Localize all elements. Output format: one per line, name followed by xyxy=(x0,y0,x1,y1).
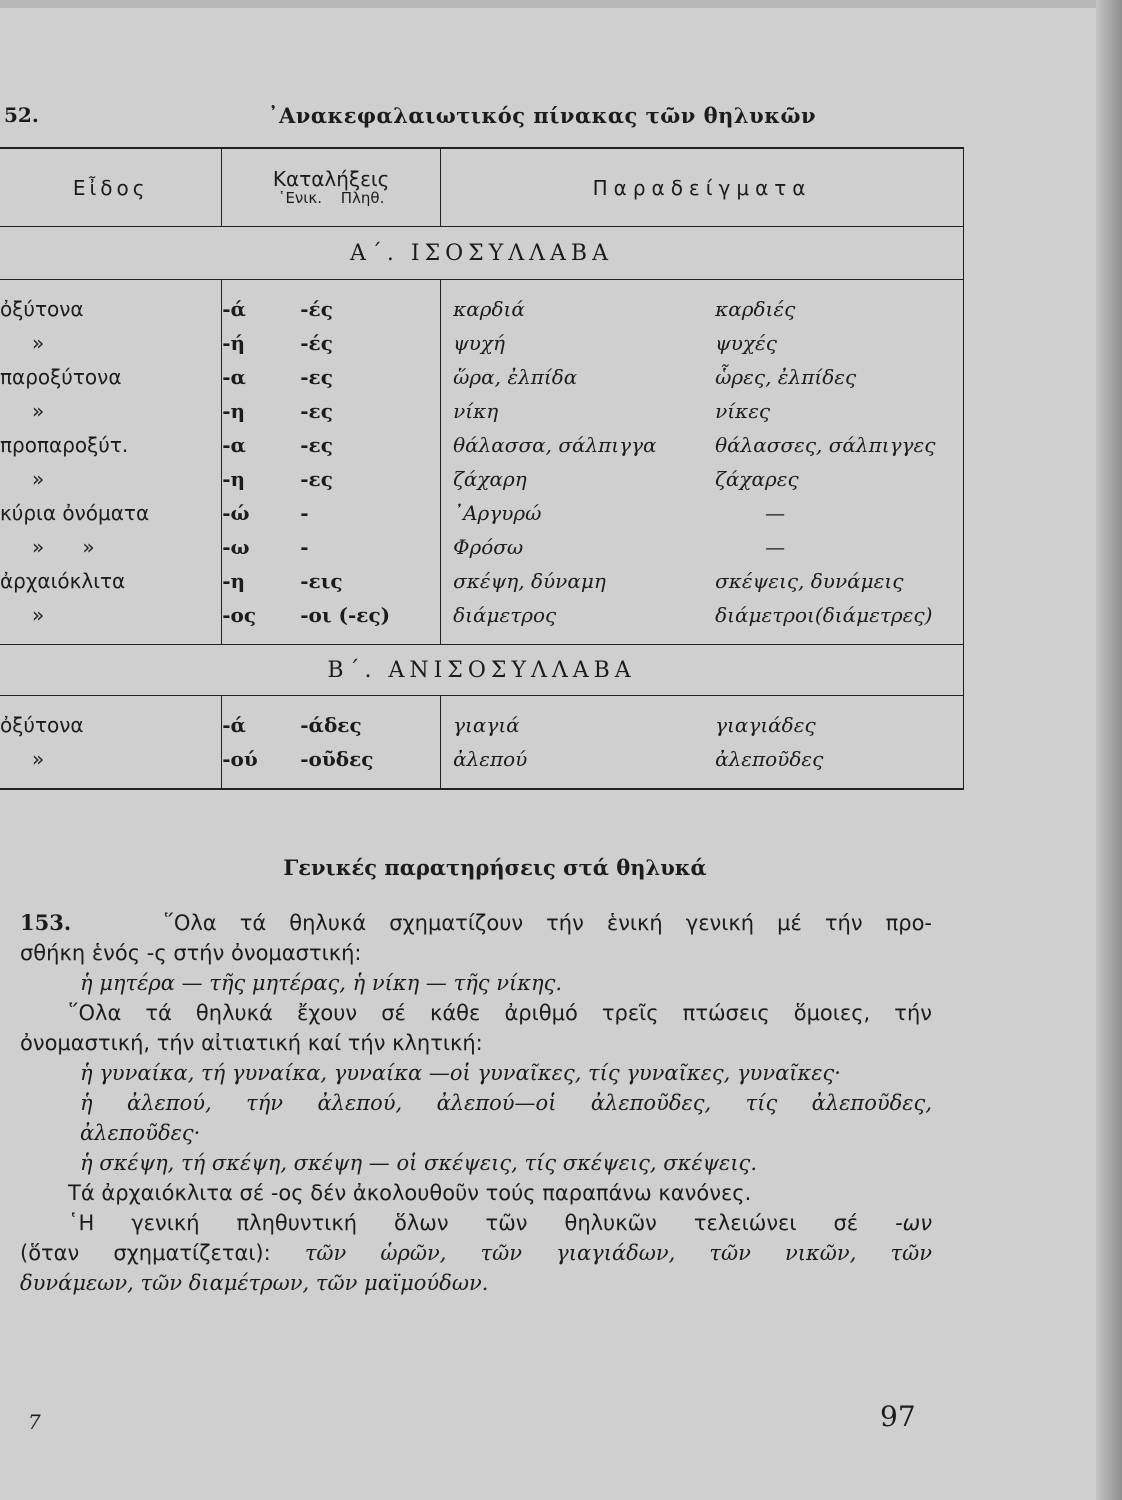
row-examples xyxy=(441,496,964,530)
row-kind: παροξύτονα xyxy=(0,365,122,389)
row-endings xyxy=(222,360,441,394)
ending-plural: -οῦδες xyxy=(300,747,374,771)
row-examples xyxy=(441,394,964,428)
section-title: ᾿Ανακεφαλαιωτικός πίνακας τῶν θηλυκῶν xyxy=(268,103,817,128)
paragraph-text: (ὅταν σχηματίζεται): xyxy=(20,1241,271,1265)
group-b-title: Β΄. ΑΝΙΣΟΣΥΛΛΑΒΑ xyxy=(0,645,964,696)
table-row xyxy=(0,598,964,645)
ending-singular: -η xyxy=(222,569,246,593)
paragraph-line xyxy=(20,1208,932,1238)
example-singular: νίκη xyxy=(453,399,499,423)
page-edge-top xyxy=(0,0,1122,8)
row-kind: ὀξύτονα xyxy=(0,297,84,321)
summary-table xyxy=(0,147,964,790)
example-singular: Φρόσω xyxy=(453,535,524,559)
ending-singular: -ω xyxy=(222,535,250,559)
example-singular: ψυχή xyxy=(453,331,506,355)
row-endings xyxy=(222,462,441,496)
header-examples: Παραδείγματα xyxy=(441,148,964,227)
ending-singular: -ώ xyxy=(222,501,250,525)
row-kind: » xyxy=(32,399,45,423)
page-number: 97 xyxy=(880,1400,916,1433)
ending-plural: -ες xyxy=(300,365,333,389)
ending-plural: - xyxy=(300,501,309,525)
row-examples xyxy=(441,696,964,743)
example-plural: σκέψεις, δυνάμεις xyxy=(715,569,904,593)
page-edge-right xyxy=(1096,0,1122,1500)
ending-plural: -ες xyxy=(300,433,333,457)
ending-singular: -ος xyxy=(222,603,257,627)
header-endings-sub: ῾Ενικ. Πληθ. xyxy=(277,189,385,208)
row-examples xyxy=(441,428,964,462)
paragraph-153 xyxy=(20,908,932,1298)
group-a-title: Α΄. ΙΣΟΣΥΛΛΑΒΑ xyxy=(0,227,964,280)
table-row xyxy=(0,496,964,530)
paragraph-line: σθήκη ἑνός -ς στήν ὀνομαστική: xyxy=(20,941,362,965)
example-singular: ζάχαρη xyxy=(453,467,527,491)
row-endings xyxy=(222,394,441,428)
group-b-row xyxy=(0,645,964,696)
example-singular: ᾿Αργυρώ xyxy=(453,501,542,525)
ending-singular: -η xyxy=(222,467,246,491)
table-row xyxy=(0,530,964,564)
example-plural: καρδιές xyxy=(715,297,796,321)
table-row xyxy=(0,280,964,327)
row-kind: » xyxy=(32,331,45,355)
example-plural: διάμετροι(διάμετρες) xyxy=(715,603,933,627)
example-plural: ψυχές xyxy=(715,331,777,355)
example-plural: — xyxy=(765,535,786,559)
example-line: ἡ γυναίκα, τή γυναίκα, γυναίκα —οἱ γυναῖκες, τίς γυναῖκες, γυναῖκες· xyxy=(80,1061,841,1085)
row-examples xyxy=(441,280,964,327)
paragraph-line xyxy=(20,908,932,938)
ending-singular: -α xyxy=(222,365,246,389)
row-endings xyxy=(222,530,441,564)
row-examples xyxy=(441,530,964,564)
example-singular: ἀλεπού xyxy=(453,747,528,771)
ending-plural: -άδες xyxy=(300,713,362,737)
example-line: ἡ ἀλεπού, τήν ἀλεπού, ἀλεπού—οἱ ἀλεποῦδες, τίς ἀλεποῦδες, xyxy=(80,1091,932,1115)
row-endings xyxy=(222,428,441,462)
row-kind: » xyxy=(0,742,222,789)
row-kind: ὀξύτονα xyxy=(0,713,84,737)
example-plural: νίκες xyxy=(715,399,771,423)
paragraph-line: ὀνομαστική, τήν αἰτιατική καί τήν κλητική: xyxy=(20,1031,483,1055)
ending-plural: -ες xyxy=(300,467,333,491)
paragraph-text: ῞Ολα τά θηλυκά σχηματίζουν τήν ἑνική γενική μέ τήν προ- xyxy=(163,911,933,935)
section-heading xyxy=(0,103,960,137)
paragraph-line: ῞Ολα τά θηλυκά ἔχουν σέ κάθε ἀριθμό τρεῖς πτώσεις ὅμοιες, τήν xyxy=(68,1001,932,1025)
example-line: ἡ μητέρα — τῆς μητέρας, ἡ νίκη — τῆς νίκης. xyxy=(80,971,563,995)
row-examples xyxy=(441,326,964,360)
table-row xyxy=(0,394,964,428)
ending-singular: -α xyxy=(222,433,246,457)
ending-singular: -ή xyxy=(222,331,246,355)
ending-plural: -ές xyxy=(300,297,333,321)
example-plural: γιαγιάδες xyxy=(715,713,816,737)
table-row xyxy=(0,742,964,789)
row-endings xyxy=(222,598,441,645)
header-endings-label: Καταλήξεις xyxy=(272,167,390,192)
example-singular: διάμετρος xyxy=(453,603,557,627)
row-examples xyxy=(441,742,964,789)
example-plural: ἀλεποῦδες xyxy=(715,747,824,771)
ending-plural: -ές xyxy=(300,331,333,355)
ending-plural: -ες xyxy=(300,399,333,423)
row-kind: ἀρχαιόκλιτα xyxy=(0,569,126,593)
example-singular: καρδιά xyxy=(453,297,525,321)
ending-plural: -οι (-ες) xyxy=(300,603,391,627)
observations-title: Γενικές παρατηρήσεις στά θηλυκά xyxy=(283,855,707,880)
row-kind: προπαροξύτ. xyxy=(0,433,129,457)
row-endings xyxy=(222,696,441,743)
table-header-row xyxy=(0,148,964,227)
ending-singular: -η xyxy=(222,399,246,423)
header-kind: Εἶδος xyxy=(0,148,222,227)
example-plural: — xyxy=(765,501,786,525)
row-kind: » » xyxy=(32,535,95,559)
ending-example: -ων xyxy=(895,1211,932,1235)
example-plural: ζάχαρες xyxy=(715,467,799,491)
example-singular: γιαγιά xyxy=(453,713,520,737)
example-singular: σκέψη, δύναμη xyxy=(453,569,606,593)
example-singular: θάλασσα, σάλπιγγα xyxy=(453,433,657,457)
example-line: ἡ σκέψη, τή σκέψη, σκέψη — οἱ σκέψεις, τίς σκέψεις, σκέψεις. xyxy=(80,1151,757,1175)
example-singular: ὥρα, ἐλπίδα xyxy=(453,365,578,389)
table-row xyxy=(0,564,964,598)
row-endings xyxy=(222,496,441,530)
paragraph-text: ῾Η γενική πληθυντική ὅλων τῶν θηλυκῶν τελειώνει σέ xyxy=(68,1211,859,1235)
table-row xyxy=(0,360,964,394)
example-text: τῶν ὡρῶν, τῶν γιαγιάδων, τῶν νικῶν, τῶν xyxy=(304,1241,932,1265)
row-endings xyxy=(222,564,441,598)
row-examples xyxy=(441,564,964,598)
section-number: 52. xyxy=(4,103,39,127)
example-line: δυνάμεων, τῶν διαμέτρων, τῶν μαϊμούδων. xyxy=(20,1271,489,1295)
row-kind: κύρια ὀνόματα xyxy=(0,501,150,525)
table-row xyxy=(0,696,964,743)
ending-singular: -ά xyxy=(222,297,246,321)
row-endings xyxy=(222,742,441,789)
row-examples xyxy=(441,360,964,394)
table-row xyxy=(0,462,964,496)
row-kind: » xyxy=(32,467,45,491)
ending-singular: -ά xyxy=(222,713,246,737)
group-a-row xyxy=(0,227,964,280)
header-endings xyxy=(222,148,441,227)
table-row xyxy=(0,428,964,462)
paragraph-number: 153. xyxy=(20,910,72,935)
row-examples xyxy=(441,598,964,645)
paragraph-line: Τά ἀρχαιόκλιτα σέ -ος δέν ἀκολουθοῦν τούς παραπάνω κανόνες. xyxy=(68,1181,752,1205)
row-kind: » xyxy=(32,603,45,627)
ending-singular: -ού xyxy=(222,747,258,771)
example-plural: θάλασσες, σάλπιγγες xyxy=(715,433,936,457)
ending-plural: - xyxy=(300,535,309,559)
table-row xyxy=(0,326,964,360)
example-plural: ὧρες, ἐλπίδες xyxy=(715,365,857,389)
ending-plural: -εις xyxy=(300,569,343,593)
row-endings xyxy=(222,326,441,360)
row-examples xyxy=(441,462,964,496)
row-endings xyxy=(222,280,441,327)
example-line: ἀλεποῦδες· xyxy=(80,1121,201,1145)
paragraph-line xyxy=(20,1238,932,1268)
signature-mark: 7 xyxy=(28,1410,41,1434)
